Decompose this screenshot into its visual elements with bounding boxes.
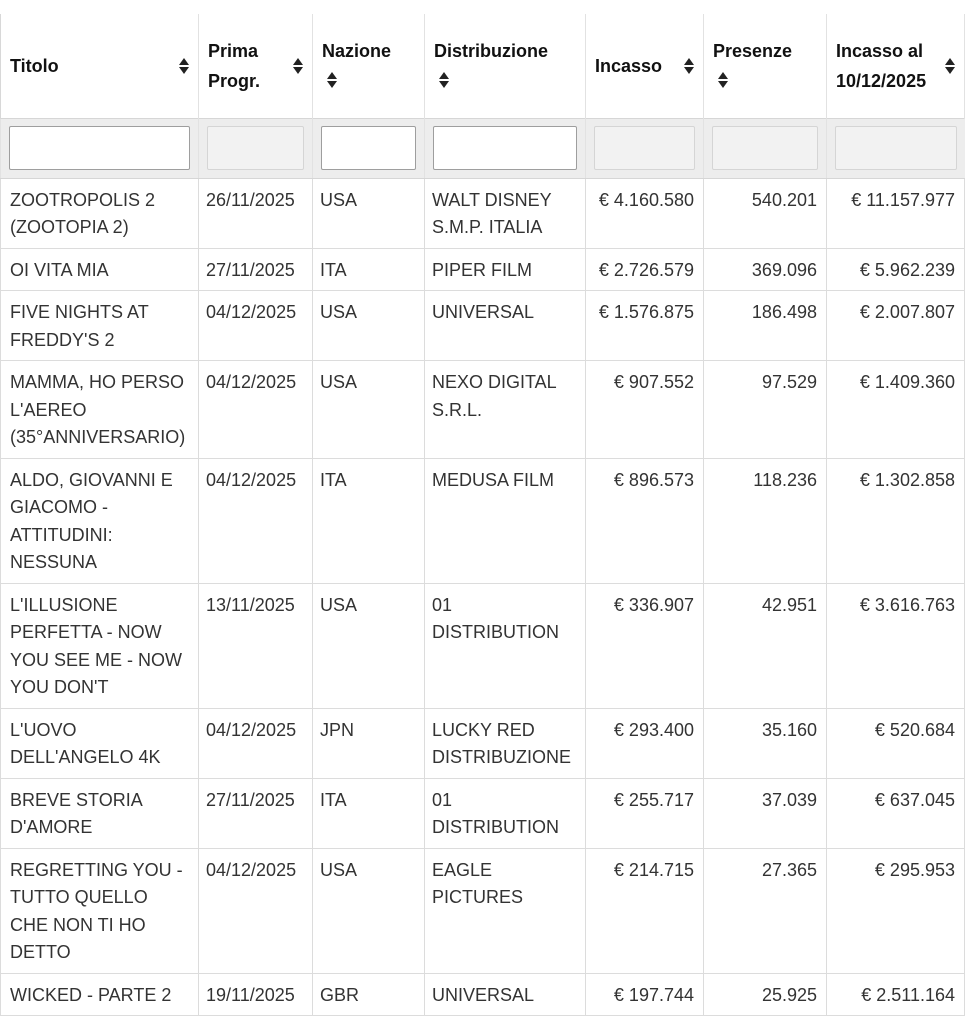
cell-titolo: OI VITA MIA [1,248,199,291]
filter-cell-incasso-al [827,118,965,178]
cell-titolo: REGRETTING YOU - TUTTO QUELLO CHE NON TI HO DETTO [1,848,199,973]
cell-titolo: FIVE NIGHTS AT FREDDY'S 2 [1,291,199,361]
cell-prima-progr: 04/12/2025 [199,708,313,778]
cell-distribuzione: PIPER FILM [425,248,586,291]
filter-cell-incasso [586,118,704,178]
table-body [1,178,965,1016]
sort-icon[interactable] [326,71,338,89]
cell-nazione: USA [313,583,425,708]
filter-input-incasso[interactable] [594,126,695,170]
cell-incasso-al: € 5.962.239 [827,248,965,291]
table-row [1,458,965,583]
cell-nazione: USA [313,178,425,248]
filter-cell-titolo [1,118,199,178]
cell-prima-progr: 27/11/2025 [199,248,313,291]
cell-presenze: 540.201 [704,178,827,248]
column-header-prima-progr[interactable] [199,14,313,118]
filter-input-nazione[interactable] [321,126,416,170]
cell-nazione: USA [313,291,425,361]
filter-cell-prima-progr [199,118,313,178]
cell-incasso: € 896.573 [586,458,704,583]
header-label: 10/12/2025 [836,70,927,91]
cell-incasso: € 214.715 [586,848,704,973]
column-header-incasso[interactable] [586,14,704,118]
filter-row [1,118,965,178]
cell-titolo: MAMMA, HO PERSO L'AEREO (35°ANNIVERSARIO) [1,361,199,459]
cell-incasso: € 336.907 [586,583,704,708]
sort-icon[interactable] [438,71,450,89]
header-label: Incasso [595,55,663,76]
cell-incasso-al: € 2.007.807 [827,291,965,361]
cell-presenze: 27.365 [704,848,827,973]
filter-cell-presenze [704,118,827,178]
sort-icon[interactable] [178,57,190,75]
header-label: Incasso al [836,40,924,61]
cell-nazione: GBR [313,973,425,1016]
cell-nazione: USA [313,361,425,459]
table-row [1,973,965,1016]
table-row [1,248,965,291]
cell-distribuzione: NEXO DIGITAL S.R.L. [425,361,586,459]
cell-presenze: 369.096 [704,248,827,291]
cell-prima-progr: 26/11/2025 [199,178,313,248]
filter-input-prima-progr[interactable] [207,126,304,170]
cell-incasso-al: € 637.045 [827,778,965,848]
header-row [1,14,965,118]
header-label: Titolo [10,55,59,76]
cell-incasso-al: € 2.511.164 [827,973,965,1016]
cell-nazione: ITA [313,248,425,291]
cell-prima-progr: 19/11/2025 [199,973,313,1016]
cell-nazione: ITA [313,778,425,848]
cell-nazione: JPN [313,708,425,778]
header-label: Distribuzione [434,40,549,61]
cell-presenze: 97.529 [704,361,827,459]
table-row [1,848,965,973]
column-header-presenze[interactable] [704,14,827,118]
filter-input-incasso-al[interactable] [835,126,957,170]
cell-presenze: 186.498 [704,291,827,361]
cell-distribuzione: MEDUSA FILM [425,458,586,583]
box-office-table-container [0,14,968,1016]
cell-presenze: 25.925 [704,973,827,1016]
filter-input-distribuzione[interactable] [433,126,577,170]
table-row [1,361,965,459]
filter-input-presenze[interactable] [712,126,818,170]
table-row [1,583,965,708]
cell-distribuzione: 01 DISTRIBUTION [425,583,586,708]
cell-titolo: L'ILLUSIONE PERFETTA - NOW YOU SEE ME - NOW YOU DON'T [1,583,199,708]
header-label: Progr. [208,70,261,91]
table-row [1,708,965,778]
cell-incasso: € 293.400 [586,708,704,778]
cell-distribuzione: EAGLE PICTURES [425,848,586,973]
sort-icon[interactable] [292,57,304,75]
cell-incasso-al: € 520.684 [827,708,965,778]
sort-icon[interactable] [717,71,729,89]
cell-incasso-al: € 11.157.977 [827,178,965,248]
cell-incasso: € 907.552 [586,361,704,459]
column-header-incasso-al[interactable] [827,14,965,118]
cell-incasso: € 1.576.875 [586,291,704,361]
cell-prima-progr: 13/11/2025 [199,583,313,708]
cell-presenze: 42.951 [704,583,827,708]
table-row [1,778,965,848]
filter-cell-nazione [313,118,425,178]
cell-presenze: 118.236 [704,458,827,583]
sort-icon[interactable] [944,57,956,75]
cell-titolo: L'UOVO DELL'ANGELO 4K [1,708,199,778]
cell-incasso-al: € 3.616.763 [827,583,965,708]
cell-incasso-al: € 1.409.360 [827,361,965,459]
cell-incasso: € 4.160.580 [586,178,704,248]
header-label: Nazione [322,40,392,61]
cell-prima-progr: 04/12/2025 [199,291,313,361]
cell-titolo: BREVE STORIA D'AMORE [1,778,199,848]
column-header-titolo[interactable] [1,14,199,118]
cell-nazione: ITA [313,458,425,583]
cell-distribuzione: WALT DISNEY S.M.P. ITALIA [425,178,586,248]
cell-distribuzione: UNIVERSAL [425,973,586,1016]
cell-presenze: 35.160 [704,708,827,778]
box-office-table [0,14,965,1016]
column-header-nazione[interactable] [313,14,425,118]
cell-prima-progr: 04/12/2025 [199,458,313,583]
cell-prima-progr: 27/11/2025 [199,778,313,848]
cell-titolo: ALDO, GIOVANNI E GIACOMO - ATTITUDINI: NESSUNA [1,458,199,583]
cell-titolo: ZOOTROPOLIS 2 (ZOOTOPIA 2) [1,178,199,248]
column-header-distribuzione[interactable] [425,14,586,118]
header-label: Presenze [713,40,793,61]
cell-prima-progr: 04/12/2025 [199,848,313,973]
sort-icon[interactable] [683,57,695,75]
cell-distribuzione: 01 DISTRIBUTION [425,778,586,848]
table-row [1,291,965,361]
filter-input-titolo[interactable] [9,126,190,170]
cell-incasso: € 2.726.579 [586,248,704,291]
cell-incasso: € 197.744 [586,973,704,1016]
cell-presenze: 37.039 [704,778,827,848]
header-label: Prima [208,40,259,61]
cell-nazione: USA [313,848,425,973]
cell-prima-progr: 04/12/2025 [199,361,313,459]
cell-distribuzione: LUCKY RED DISTRIBUZIONE [425,708,586,778]
cell-distribuzione: UNIVERSAL [425,291,586,361]
cell-incasso-al: € 295.953 [827,848,965,973]
table-row [1,178,965,248]
filter-cell-distribuzione [425,118,586,178]
cell-incasso: € 255.717 [586,778,704,848]
cell-incasso-al: € 1.302.858 [827,458,965,583]
cell-titolo: WICKED - PARTE 2 [1,973,199,1016]
